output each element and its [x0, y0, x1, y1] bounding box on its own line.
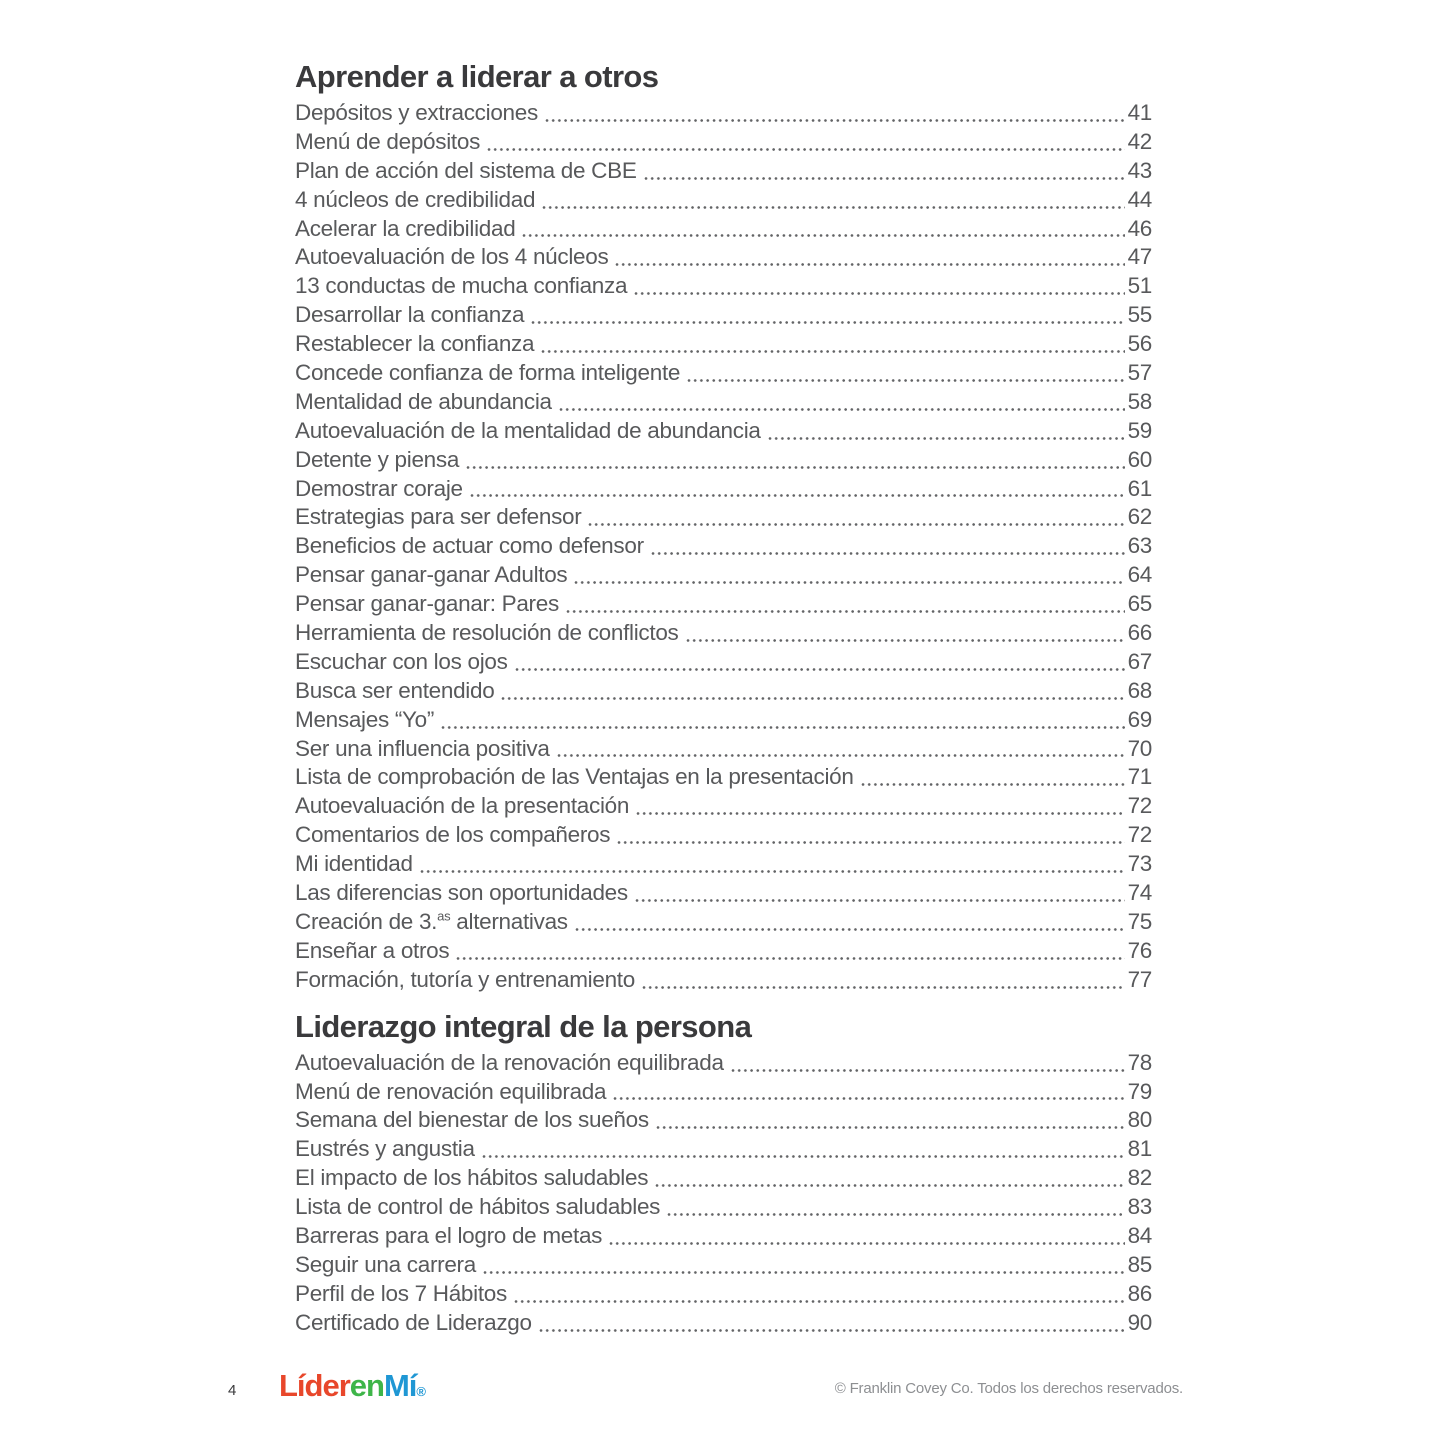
toc-entry-superscript: as	[437, 908, 451, 924]
toc-entry-page: 56	[1127, 331, 1152, 357]
toc-section	[295, 1010, 1152, 1339]
dot-leader	[634, 290, 1124, 297]
toc-entry-label: Ser una influencia positiva	[295, 735, 550, 761]
toc-entry	[295, 447, 1152, 476]
toc-entry-label: Enseñar a otros	[295, 937, 450, 963]
dot-leader	[617, 839, 1124, 846]
dot-leader	[644, 175, 1125, 182]
toc-entry	[295, 418, 1152, 447]
dot-leader	[667, 1211, 1124, 1218]
dot-leader	[574, 579, 1124, 586]
toc-entry-label: Formación, tutoría y entrenamiento	[295, 966, 635, 992]
page-footer	[0, 1365, 1445, 1415]
dot-leader	[541, 348, 1124, 355]
dot-leader	[636, 810, 1124, 817]
toc-entry-page: 70	[1127, 735, 1152, 761]
toc-entry-page: 76	[1127, 937, 1152, 963]
toc-entry-page: 72	[1127, 822, 1152, 848]
toc-entry	[295, 707, 1152, 736]
registered-trademark-icon: ®	[416, 1384, 427, 1399]
toc-entry-label: Comentarios de los compañeros	[295, 822, 611, 848]
toc-entry-page: 84	[1127, 1222, 1152, 1248]
toc-entry-page: 51	[1127, 273, 1152, 299]
toc-entry-label: Autoevaluación de la presentación	[295, 793, 630, 819]
dot-leader	[642, 984, 1125, 991]
dot-leader	[575, 926, 1125, 933]
toc-entry	[295, 620, 1152, 649]
toc-entry	[295, 360, 1152, 389]
page-number: 4	[228, 1382, 237, 1399]
toc-entry-label: Las diferencias son oportunidades	[295, 880, 628, 906]
toc-entry-label: El impacto de los hábitos saludables	[295, 1165, 649, 1191]
toc-entry-label: Busca ser entendido	[295, 677, 495, 703]
toc-entry-label: Autoevaluación de la renovación equilibrada	[295, 1049, 724, 1075]
toc-entry-page: 62	[1127, 504, 1152, 530]
dot-leader	[635, 897, 1125, 904]
toc-entry-label: Barreras para el logro de metas	[295, 1222, 603, 1248]
dot-leader	[656, 1124, 1125, 1131]
toc-entry	[295, 158, 1152, 187]
logo-word-en: en	[349, 1368, 384, 1403]
toc-entry-page: 73	[1127, 851, 1152, 877]
dot-leader	[487, 146, 1125, 153]
lider-en-mi-logo	[279, 1368, 426, 1404]
toc-entry-label: 13 conductas de mucha confianza	[295, 273, 628, 299]
toc-entry	[295, 1079, 1152, 1108]
toc-entry	[295, 302, 1152, 331]
toc-entry-label: Beneficios de actuar como defensor	[295, 533, 644, 559]
copyright-notice: © Franklin Covey Co. Todos los derechos reservados.	[834, 1380, 1183, 1397]
dot-leader	[557, 752, 1125, 759]
toc-entry	[295, 100, 1152, 129]
toc-entry-label: Semana del bienestar de los sueños	[295, 1107, 649, 1133]
toc-entry-page: 90	[1127, 1309, 1152, 1335]
dot-leader	[542, 204, 1124, 211]
toc-entry-label: Mi identidad	[295, 851, 413, 877]
toc-entry	[295, 736, 1152, 765]
toc-entry	[295, 967, 1152, 996]
dot-leader	[768, 435, 1125, 442]
toc-entry-page: 46	[1127, 215, 1152, 241]
toc-entry-page: 42	[1127, 128, 1152, 154]
toc-entry-page: 80	[1127, 1107, 1152, 1133]
toc-entry-page: 69	[1127, 706, 1152, 732]
toc-entry-label: Creación de 3.$^{as}$ alternativas	[295, 908, 568, 934]
toc-entry-page: 65	[1127, 591, 1152, 617]
toc-entry-label: Desarrollar la confianza	[295, 302, 525, 328]
toc-entry-label: Plan de acción del sistema de CBE	[295, 157, 637, 183]
toc-entry-label: Perfil de los 7 Hábitos	[295, 1280, 507, 1306]
dot-leader	[470, 492, 1125, 499]
toc-entry-page: 79	[1127, 1078, 1152, 1104]
toc-entry-page: 58	[1127, 388, 1152, 414]
toc-entry-label: Pensar ganar-ganar: Pares	[295, 591, 559, 617]
dot-leader	[501, 695, 1124, 702]
toc-entry-label: Demostrar coraje	[295, 475, 463, 501]
toc-entry-label: Lista de control de hábitos saludables	[295, 1194, 661, 1220]
toc-entry-page: 77	[1127, 966, 1152, 992]
dot-leader	[566, 608, 1125, 615]
dot-leader	[559, 406, 1125, 413]
toc-entry	[295, 331, 1152, 360]
toc-entry-label: Restablecer la confianza	[295, 331, 535, 357]
toc-entry-page: 68	[1127, 677, 1152, 703]
toc-entry-page: 57	[1127, 360, 1152, 386]
dot-leader	[861, 781, 1125, 788]
dot-leader	[420, 868, 1125, 875]
dot-leader	[686, 637, 1125, 644]
toc-section	[295, 60, 1152, 996]
toc-entry	[295, 244, 1152, 273]
toc-entry-page: 55	[1127, 302, 1152, 328]
toc-entry-page: 61	[1127, 475, 1152, 501]
toc-entry-page: 64	[1127, 562, 1152, 588]
toc-entry-page: 74	[1127, 880, 1152, 906]
toc-entry-label: Herramienta de resolución de conflictos	[295, 620, 679, 646]
section-title: Liderazgo integral de la persona	[295, 1008, 752, 1044]
toc-entry	[295, 1136, 1152, 1165]
dot-leader	[655, 1182, 1124, 1189]
toc-entry	[295, 216, 1152, 245]
toc-entry-label: Mentalidad de abundancia	[295, 388, 552, 414]
toc-entry-page: 41	[1127, 100, 1152, 125]
toc-entry-label: Autoevaluación de la mentalidad de abundancia	[295, 417, 761, 443]
toc-entry	[295, 273, 1152, 302]
dot-leader	[483, 1269, 1125, 1276]
toc-entry-label: 4 núcleos de credibilidad	[295, 186, 536, 212]
toc-entry	[295, 1252, 1152, 1281]
toc-entry	[295, 880, 1152, 909]
toc-entry-label: Detente y piensa	[295, 446, 460, 472]
toc-entry	[295, 1310, 1152, 1339]
toc-entry	[295, 389, 1152, 418]
dot-leader	[539, 1327, 1125, 1334]
toc-entry	[295, 562, 1152, 591]
toc-entry	[295, 1223, 1152, 1252]
dot-leader	[731, 1067, 1125, 1074]
toc-entry	[295, 851, 1152, 880]
dot-leader	[687, 377, 1124, 384]
toc-entry-label: Escuchar con los ojos	[295, 648, 508, 674]
toc-entry-label: Concede confianza de forma inteligente	[295, 360, 681, 386]
toc-entry	[295, 476, 1152, 505]
dot-leader	[613, 1095, 1124, 1102]
toc-entry	[295, 764, 1152, 793]
section-title: Aprender a liderar a otros	[295, 59, 659, 94]
toc-entry-label: Menú de depósitos	[295, 128, 481, 154]
toc-entry	[295, 822, 1152, 851]
dot-leader	[482, 1153, 1125, 1160]
toc-entry-label: Eustrés y angustia	[295, 1136, 475, 1162]
toc-entry	[295, 129, 1152, 158]
toc-entry	[295, 187, 1152, 216]
toc-entry-page: 43	[1127, 157, 1152, 183]
toc-entry	[295, 533, 1152, 562]
toc-entry-label: Menú de renovación equilibrada	[295, 1078, 607, 1104]
toc-entry-page: 78	[1127, 1049, 1152, 1075]
toc-entry	[295, 938, 1152, 967]
toc-entry-page: 44	[1127, 186, 1152, 212]
toc-entry	[295, 909, 1152, 938]
logo-word-mi: Mí	[383, 1368, 417, 1403]
toc-entry-label: Estrategias para ser defensor	[295, 504, 582, 530]
dot-leader	[609, 1240, 1124, 1247]
toc-entry-page: 83	[1127, 1194, 1152, 1220]
toc-entry	[295, 1194, 1152, 1223]
toc-entry-label: Acelerar la credibilidad	[295, 215, 516, 241]
toc-entry	[295, 1165, 1152, 1194]
toc-entry-page: 71	[1127, 764, 1152, 790]
dot-leader	[456, 955, 1124, 962]
toc-entry-page: 81	[1127, 1136, 1152, 1162]
toc-entry	[295, 649, 1152, 678]
toc-entry-page: 60	[1127, 446, 1152, 472]
toc-entry-label: Seguir una carrera	[295, 1251, 476, 1277]
toc-entry-label: Depósitos y extracciones	[295, 100, 538, 125]
toc-entry	[295, 1050, 1152, 1079]
toc-entry	[295, 1281, 1152, 1310]
dot-leader	[531, 319, 1124, 326]
toc-entry-page: 85	[1127, 1251, 1152, 1277]
toc-entry-page: 82	[1127, 1165, 1152, 1191]
dot-leader	[514, 1298, 1125, 1305]
toc	[295, 60, 1152, 1339]
toc-entry-page: 59	[1127, 417, 1152, 443]
toc-entry-page: 75	[1127, 908, 1152, 934]
dot-leader	[441, 724, 1124, 731]
toc-entry-page: 67	[1127, 648, 1152, 674]
toc-entry-label: Certificado de Liderazgo	[295, 1309, 532, 1335]
toc-entry-label: Mensajes “Yo”	[295, 706, 435, 732]
toc-entry	[295, 591, 1152, 620]
toc-entry	[295, 793, 1152, 822]
toc-entry-page: 66	[1127, 620, 1152, 646]
toc-entry-page: 72	[1127, 793, 1152, 819]
toc-entry-label: Autoevaluación de los 4 núcleos	[295, 244, 609, 270]
toc-entry	[295, 678, 1152, 707]
dot-leader	[588, 521, 1124, 528]
toc-entry	[295, 504, 1152, 533]
toc-entry-page: 47	[1127, 244, 1152, 270]
dot-leader	[515, 666, 1125, 673]
dot-leader	[651, 550, 1125, 557]
dot-leader	[466, 464, 1125, 471]
dot-leader	[545, 117, 1125, 124]
toc-entry-label: Lista de comprobación de las Ventajas en la presentación	[295, 764, 854, 790]
toc-entry	[295, 1107, 1152, 1136]
toc-entry-page: 86	[1127, 1280, 1152, 1306]
logo-word-lider: Líder	[279, 1368, 350, 1403]
toc-entry-page: 63	[1127, 533, 1152, 559]
dot-leader	[615, 261, 1124, 268]
toc-entry-label: Pensar ganar-ganar Adultos	[295, 562, 568, 588]
dot-leader	[522, 232, 1124, 239]
